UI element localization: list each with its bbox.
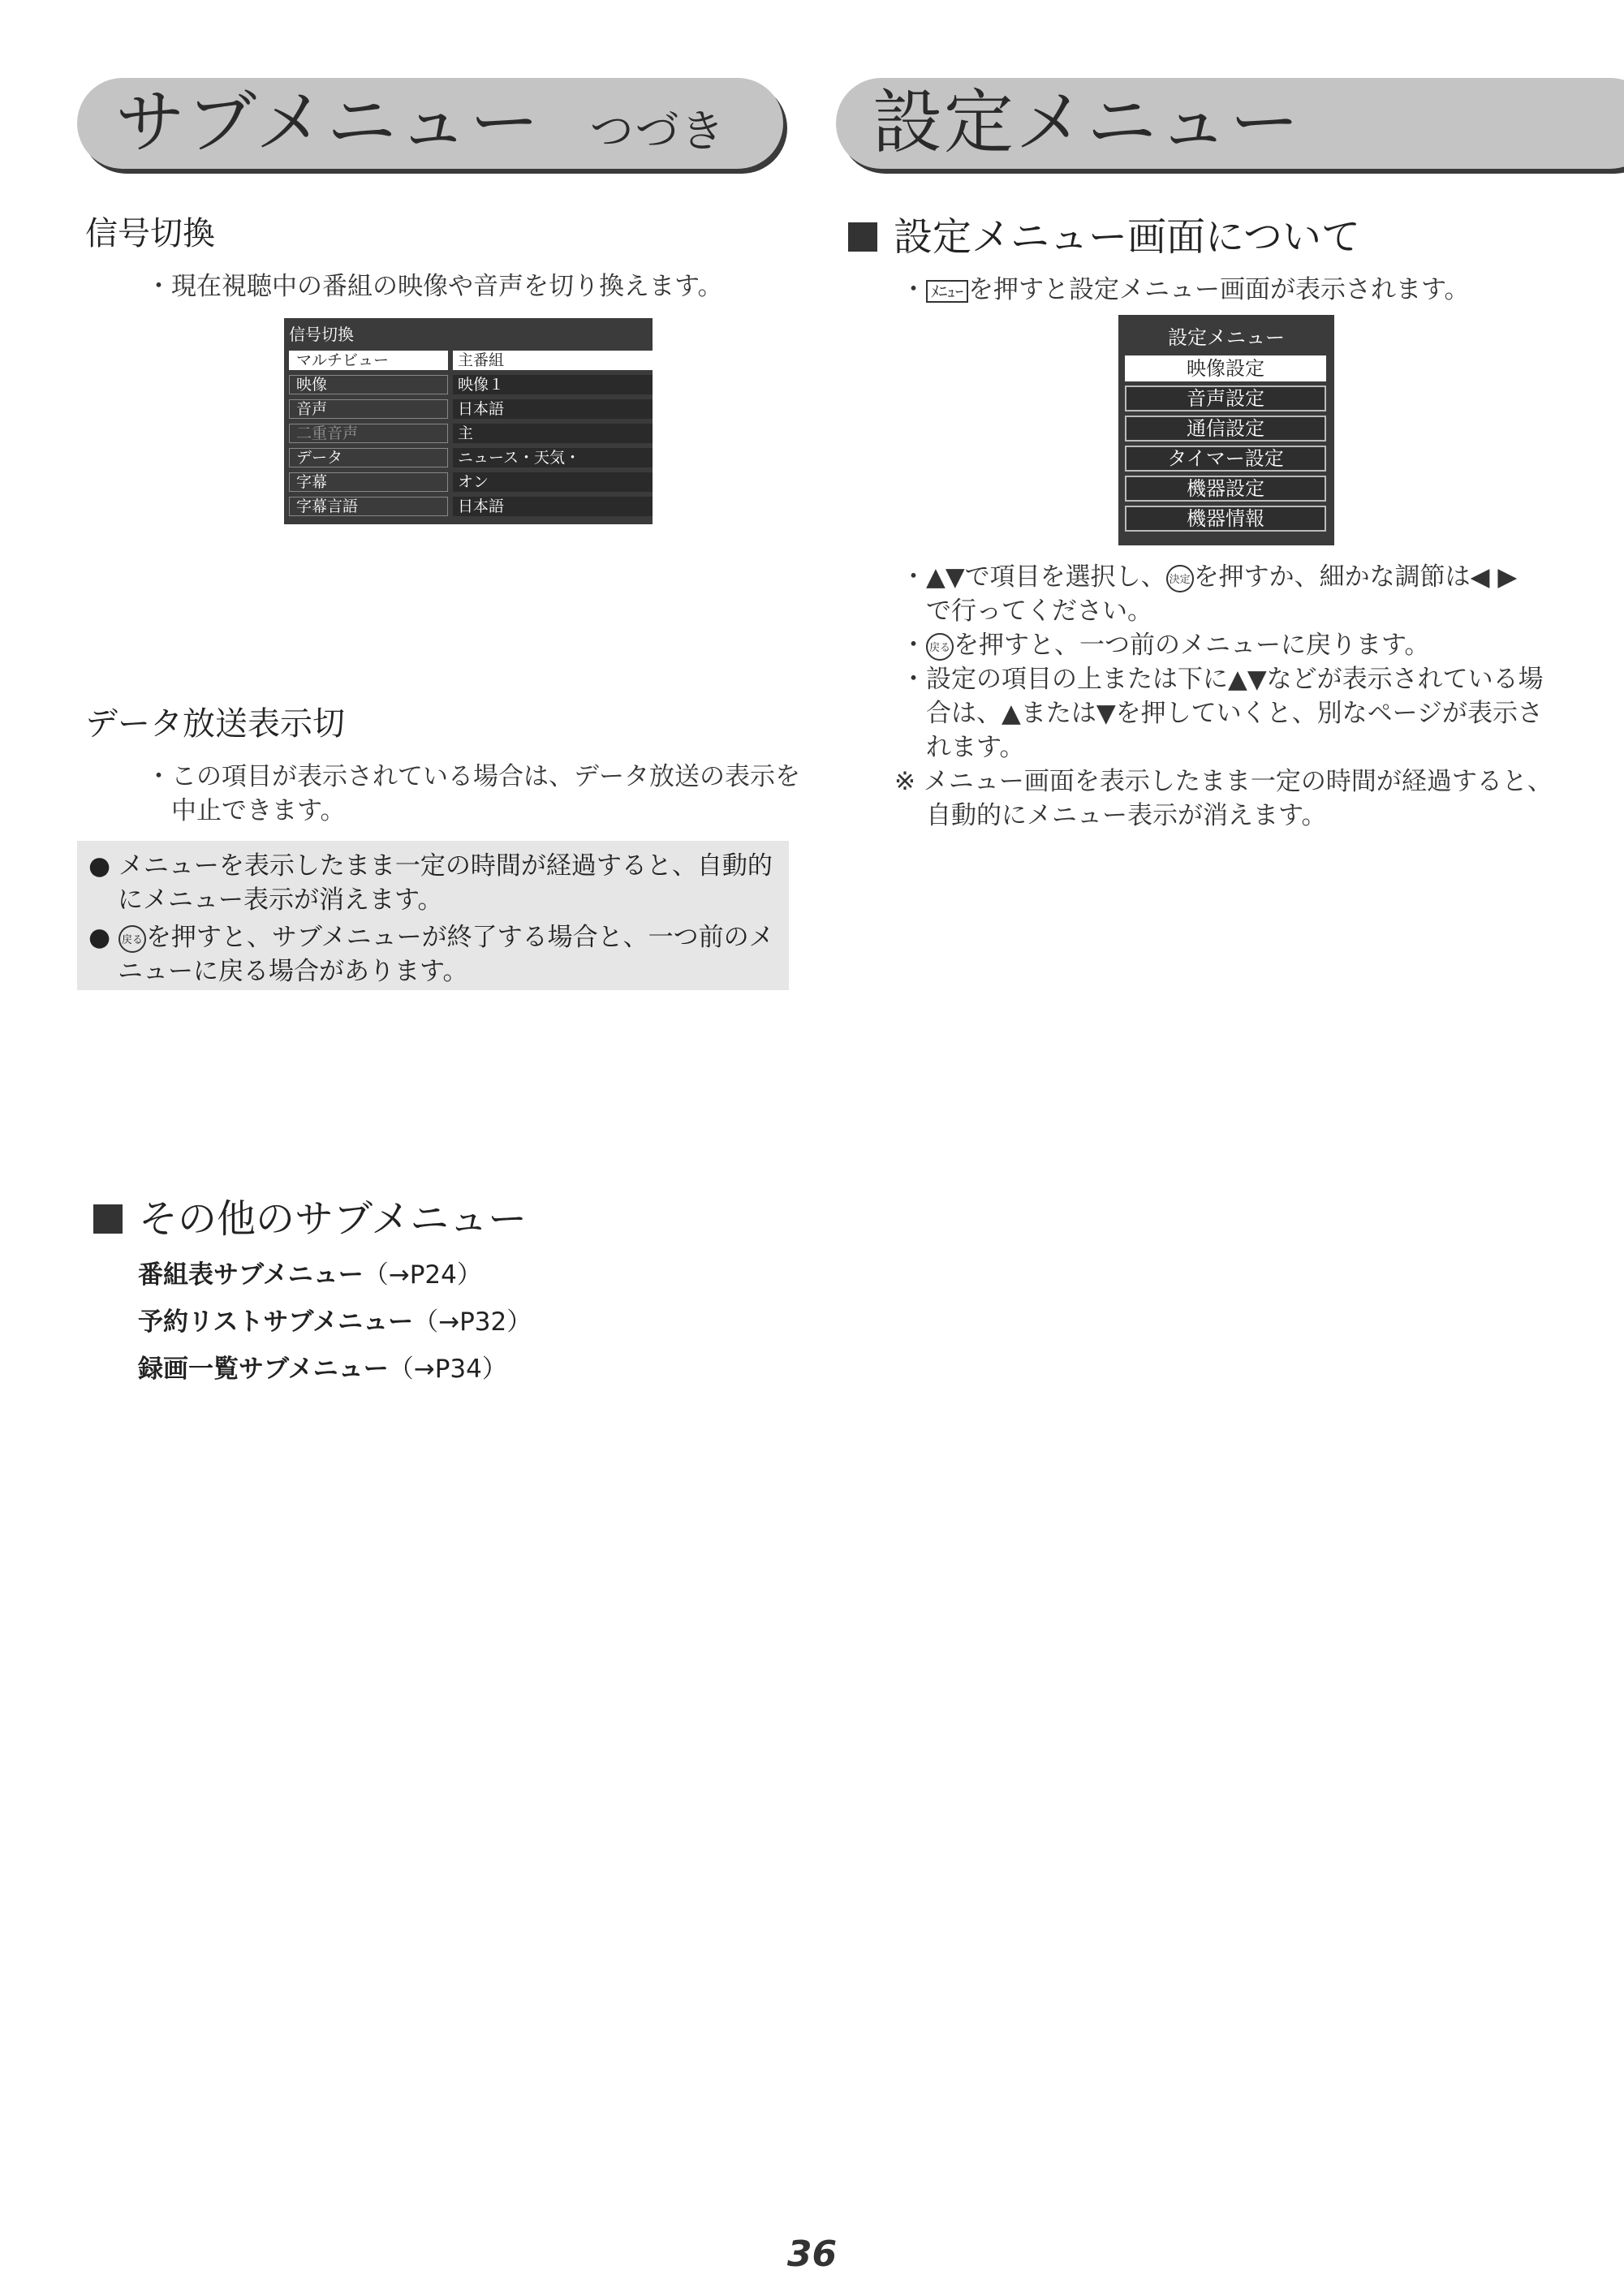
back-button-icon: 戻る <box>118 925 146 953</box>
osd-row-multiview[interactable] <box>289 351 648 372</box>
bullet-dot: ・ <box>901 275 926 304</box>
signal-desc <box>146 269 723 304</box>
link-name: 録画一覧サブメニュー <box>138 1355 389 1384</box>
osd-row-label: データ <box>289 448 448 467</box>
osd-row-label: 音声 <box>289 399 448 419</box>
settings-bullets <box>894 560 1607 833</box>
bullet-dot: ・ <box>901 631 926 660</box>
bullet-dot: ・ <box>901 665 926 694</box>
title-submenu: サブメニュー <box>115 82 541 163</box>
page-title-right: 設定メニュー <box>872 82 1301 163</box>
osd-row-label: 二重音声 <box>289 424 448 443</box>
osd-item-audio-settings[interactable]: 音声設定 <box>1125 386 1326 411</box>
osd-row-data[interactable] <box>289 448 648 469</box>
bullet-1-part-a: ▲▼で項目を選択し、 <box>926 562 1166 592</box>
osd-row-video[interactable] <box>289 375 648 396</box>
osd-row-label: マルチビュー <box>289 351 448 370</box>
osd-item-device-settings[interactable]: 機器設定 <box>1125 476 1326 502</box>
osd-title: 信号切換 <box>289 325 354 344</box>
osd-row-value: ニュース・天気・ <box>453 448 653 467</box>
bullet-dot: ・ <box>146 272 171 301</box>
back-button-icon: 戻る <box>926 633 954 661</box>
square-bullet-icon <box>93 1204 123 1234</box>
osd-item-device-info[interactable]: 機器情報 <box>1125 506 1326 532</box>
osd-row-label: 映像 <box>289 375 448 394</box>
osd-row-value: 日本語 <box>453 399 653 419</box>
bullet-dot: ・ <box>901 562 926 592</box>
osd-row-value: 日本語 <box>453 497 653 516</box>
page-number: 36 <box>786 2234 838 2275</box>
other-submenus-heading-text: その他のサブメニュー <box>139 1196 528 1242</box>
link-name: 番組表サブメニュー <box>138 1260 364 1290</box>
settings-bullet-2 <box>901 628 1607 662</box>
note-line1: メニュー画面を表示したまま一定の時間が経過すると、 <box>923 767 1553 796</box>
enter-button-icon: 決定 <box>1166 565 1194 592</box>
bullet-2-text: を押すと、一つ前のメニューに戻ります。 <box>954 631 1430 660</box>
note-item-2 <box>88 920 774 989</box>
settings-note <box>894 765 1607 799</box>
osd-row-value: オン <box>453 472 653 492</box>
menu-key-icon: ﾒﾆｭｰ <box>926 280 968 303</box>
osd-row-dual-audio[interactable] <box>289 424 648 445</box>
settings-bullet-1 <box>901 560 1607 594</box>
other-submenus-heading <box>93 1196 528 1242</box>
bullet-1-part-b: を押すか、細かな調節は◀ ▶ <box>1193 562 1518 592</box>
osd-row-subtitle-language[interactable] <box>289 497 648 518</box>
osd-row-subtitle[interactable] <box>289 472 648 493</box>
note-box <box>77 841 789 990</box>
bullet-circle-icon: ● <box>88 851 111 881</box>
note-line2: 自動的にメニュー表示が消えます。 <box>926 801 1327 830</box>
link-epg-submenu[interactable] <box>138 1260 482 1290</box>
page-ref: （→P34） <box>388 1355 507 1384</box>
bullet-dot: ・ <box>146 762 171 791</box>
osd-row-value: 主 <box>453 424 653 443</box>
link-reservation-submenu[interactable] <box>138 1307 532 1337</box>
data-broadcast-desc <box>146 760 800 828</box>
osd-row-label: 字幕 <box>289 472 448 492</box>
note-1-line1: メニューを表示したまま一定の時間が経過すると、自動的 <box>118 851 773 881</box>
osd-item-network-settings[interactable]: 通信設定 <box>1125 416 1326 442</box>
bullet-circle-icon: ● <box>88 923 111 952</box>
link-name: 予約リストサブメニュー <box>138 1307 414 1337</box>
signal-osd <box>284 318 653 524</box>
note-2-line1: を押すと、サブメニューが終了する場合と、一つ前のメ <box>145 923 774 952</box>
settings-osd <box>1118 315 1334 545</box>
osd-item-video-settings[interactable]: 映像設定 <box>1125 355 1326 381</box>
settings-heading-text: 設定メニュー画面について <box>894 214 1361 260</box>
signal-desc-text: 現在視聴中の番組の映像や音声を切り換えます。 <box>171 272 723 301</box>
bullet-3-line1: 設定の項目の上または下に▲▼などが表示されている場 <box>926 665 1544 694</box>
note-2-line2: ニューに戻る場合があります。 <box>118 957 468 986</box>
note-item-1 <box>88 849 773 917</box>
link-recording-list-submenu[interactable] <box>138 1357 507 1382</box>
bullet-3-line3: れます。 <box>926 733 1025 762</box>
osd-row-value: 映像１ <box>453 375 653 394</box>
page-ref: （→P24） <box>363 1260 482 1290</box>
settings-desc-text: を押すと設定メニュー画面が表示されます。 <box>968 275 1470 304</box>
osd-item-timer-settings[interactable]: タイマー設定 <box>1125 446 1326 472</box>
osd-row-label: 字幕言語 <box>289 497 448 516</box>
settings-bullet-3 <box>901 662 1607 696</box>
title-continued: つづき <box>589 106 726 157</box>
note-mark: ※ <box>894 767 915 796</box>
signal-heading: 信号切換 <box>85 215 215 252</box>
data-broadcast-desc-line1: この項目が表示されている場合は、データ放送の表示を <box>171 762 800 791</box>
square-bullet-icon <box>848 222 877 252</box>
osd-title: 設定メニュー <box>1168 326 1285 349</box>
bullet-3-line2: 合は、▲または▼を押していくと、別なページが表示さ <box>926 699 1544 728</box>
osd-row-audio[interactable] <box>289 399 648 420</box>
note-1-line2: にメニュー表示が消えます。 <box>118 885 443 915</box>
settings-desc <box>901 273 1470 307</box>
data-broadcast-heading: データ放送表示切 <box>85 705 345 743</box>
data-broadcast-desc-line2: 中止できます。 <box>171 796 346 825</box>
osd-row-value: 主番組 <box>453 351 653 370</box>
settings-heading <box>848 214 1361 260</box>
page-title-left <box>115 82 726 163</box>
page-ref: （→P32） <box>413 1307 532 1337</box>
bullet-1-line2: で行ってください。 <box>926 597 1152 626</box>
